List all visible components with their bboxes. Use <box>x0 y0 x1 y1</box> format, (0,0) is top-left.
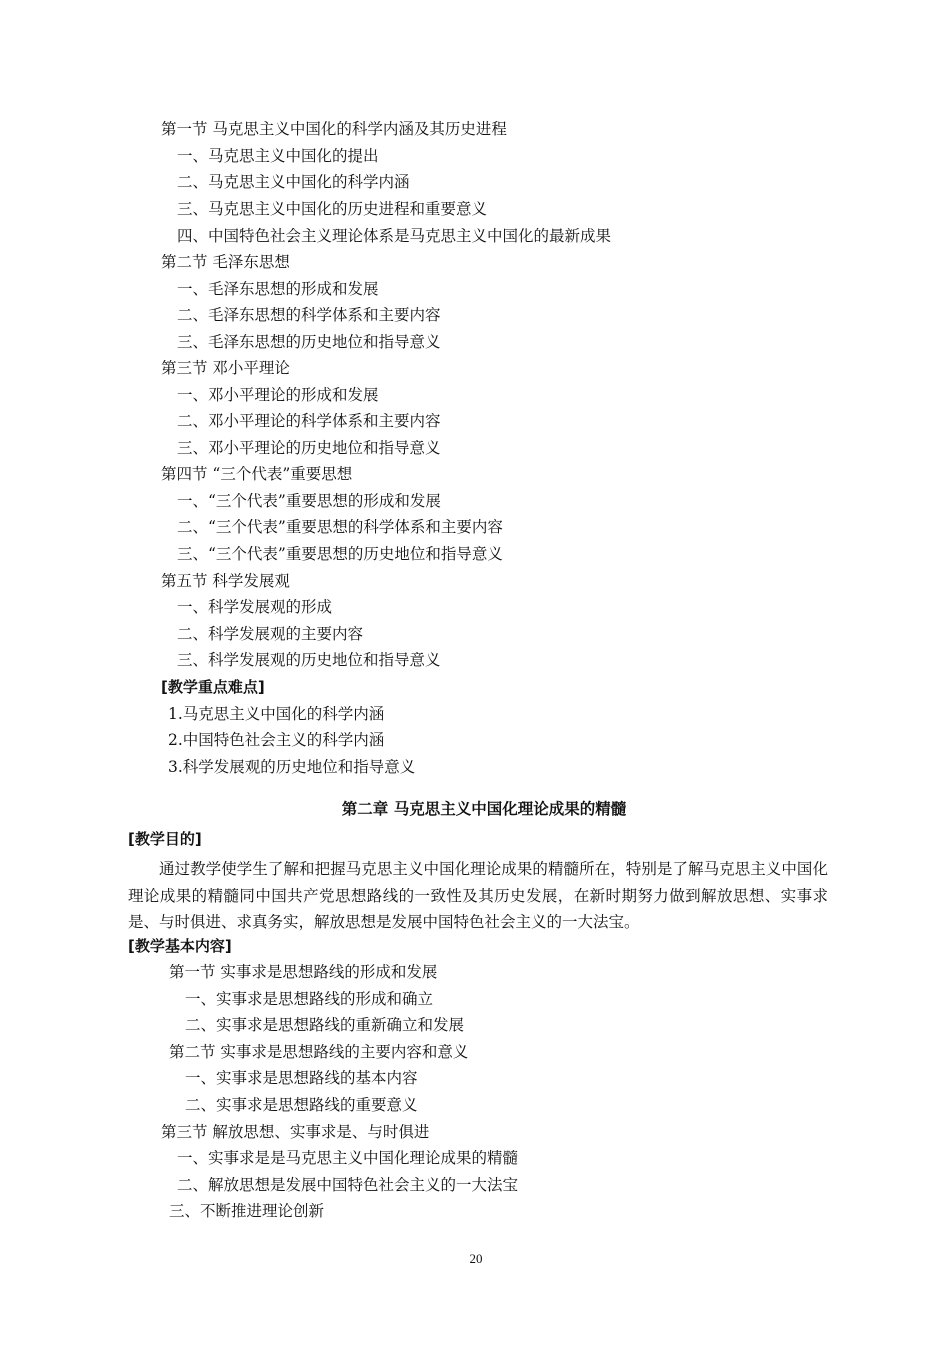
section-item: 一、邓小平理论的形成和发展 <box>177 386 379 404</box>
section-item: 一、科学发展观的形成 <box>177 598 333 616</box>
section-title: 第五节 科学发展观 <box>161 572 290 590</box>
section-item: 四、中国特色社会主义理论体系是马克思主义中国化的最新成果 <box>177 227 612 245</box>
section-title: 第一节 马克思主义中国化的科学内涵及其历史进程 <box>161 120 507 138</box>
section-item: 一、实事求是思想路线的形成和确立 <box>185 990 434 1008</box>
section-item: 一、毛泽东思想的形成和发展 <box>177 280 379 298</box>
section-title: 第二节 实事求是思想路线的主要内容和意义 <box>169 1043 469 1061</box>
section-item: 一、实事求是是马克思主义中国化理论成果的精髓 <box>177 1149 519 1167</box>
section-item: 二、实事求是思想路线的重新确立和发展 <box>185 1016 465 1034</box>
section-item: 二、实事求是思想路线的重要意义 <box>185 1096 418 1114</box>
section-item: 二、毛泽东思想的科学体系和主要内容 <box>177 306 441 324</box>
section-item: 二、解放思想是发展中国特色社会主义的一大法宝 <box>177 1176 519 1194</box>
section-item: 一、马克思主义中国化的提出 <box>177 147 379 165</box>
section-item: 二、“三个代表”重要思想的科学体系和主要内容 <box>177 518 503 536</box>
keypoints-heading: [教学重点难点] <box>161 678 265 696</box>
section-item: 三、科学发展观的历史地位和指导意义 <box>177 651 441 669</box>
content-heading: [教学基本内容] <box>128 937 232 955</box>
section-title: 第三节 解放思想、实事求是、与时俱进 <box>161 1123 430 1141</box>
chapter-title: 第二章 马克思主义中国化理论成果的精髓 <box>341 800 627 818</box>
keypoint-item: 1.马克思主义中国化的科学内涵 <box>168 705 385 723</box>
section-item: 一、“三个代表”重要思想的形成和发展 <box>177 492 441 510</box>
section-title: 第二节 毛泽东思想 <box>161 253 290 271</box>
purpose-paragraph: 通过教学使学生了解和把握马克思主义中国化理论成果的精髓所在，特别是了解马克思主义中国化理论成果的精髓同中国共产党思想路线的一致性及其历史发展，在新时期努力做到解放思想、实事求是、与时俱进、求真务实，解放思想是发展中国特色社会主义的一大法宝。 <box>128 860 828 931</box>
page-number: 20 <box>469 1251 483 1266</box>
keypoint-item: 3.科学发展观的历史地位和指导意义 <box>168 758 416 776</box>
section-item: 二、马克思主义中国化的科学内涵 <box>177 173 410 191</box>
keypoint-item: 2.中国特色社会主义的科学内涵 <box>168 731 385 749</box>
section-item: 一、实事求是思想路线的基本内容 <box>185 1069 418 1087</box>
section-item: 三、马克思主义中国化的历史进程和重要意义 <box>177 200 488 218</box>
section-item: 三、邓小平理论的历史地位和指导意义 <box>177 439 441 457</box>
section-title: 第一节 实事求是思想路线的形成和发展 <box>169 963 438 981</box>
purpose-heading: [教学目的] <box>128 830 202 848</box>
section-item: 二、科学发展观的主要内容 <box>177 625 364 643</box>
section-item: 三、毛泽东思想的历史地位和指导意义 <box>177 333 441 351</box>
section-item: 二、邓小平理论的科学体系和主要内容 <box>177 412 441 430</box>
section-title: 第三节 邓小平理论 <box>161 359 290 377</box>
section-item: 三、“三个代表”重要思想的历史地位和指导意义 <box>177 545 503 563</box>
section-item: 三、不断推进理论创新 <box>169 1202 325 1220</box>
section-title: 第四节 “三个代表”重要思想 <box>161 465 353 483</box>
